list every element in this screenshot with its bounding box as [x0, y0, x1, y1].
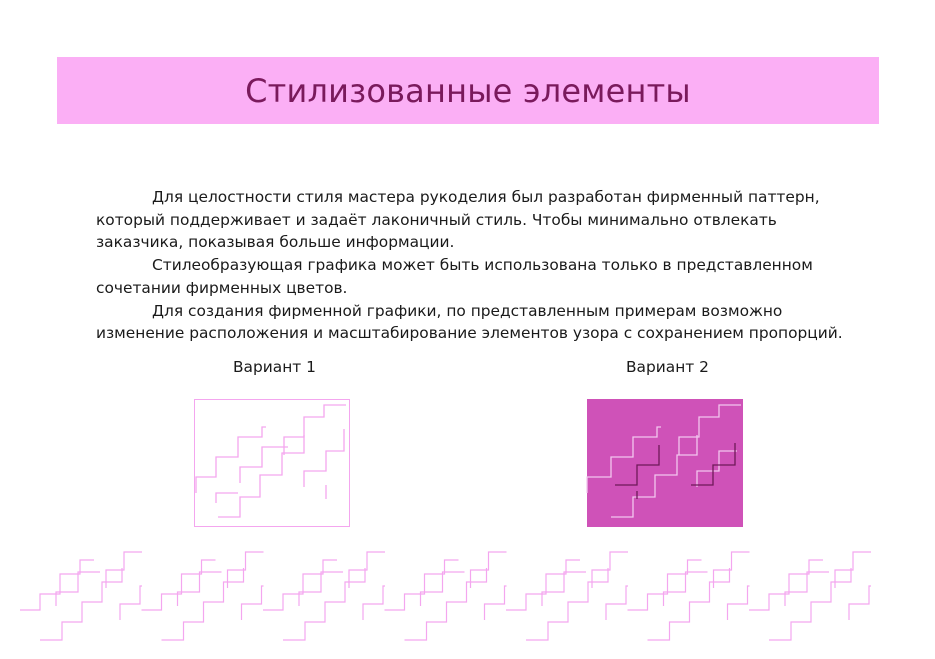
pattern-tile	[385, 552, 507, 640]
pattern-stroke	[769, 568, 851, 640]
pattern-stroke	[728, 586, 750, 620]
pattern-stroke	[162, 568, 244, 640]
pattern-stroke	[648, 568, 730, 640]
paragraph-1: Для целостности стиля мастера рукоделия был разработан фирменный паттерн, который поддерживает и задаёт лаконичный стиль. Чтобы минимально отвлекать заказчика, показывая больше информации.	[96, 188, 820, 252]
variant-2-caption: Вариант 2	[626, 358, 709, 376]
pattern-stroke	[606, 586, 628, 620]
pattern-stroke	[485, 586, 507, 620]
pattern-stroke	[283, 568, 365, 640]
pattern-tile	[263, 552, 385, 640]
pattern-tile	[20, 552, 142, 640]
decorative-pattern-strip	[20, 548, 882, 640]
body-text	[96, 186, 856, 345]
pattern-stroke	[542, 572, 586, 606]
variant-1-pattern	[194, 399, 350, 527]
pattern-stroke	[363, 586, 385, 620]
page-title: Стилизованные элементы	[245, 71, 691, 110]
pattern-stroke	[120, 586, 142, 620]
paragraph-2: Стилеобразующая графика может быть использована только в представленном сочетании фирменных цветов.	[96, 256, 813, 297]
variant-1-caption: Вариант 1	[233, 358, 316, 376]
pattern-stroke	[664, 572, 708, 606]
pattern-stroke	[242, 586, 264, 620]
variant-2-pattern	[587, 399, 743, 527]
pattern-tile	[749, 552, 871, 640]
pattern-stroke	[785, 572, 829, 606]
pattern-tile	[628, 552, 750, 640]
pattern-tile	[506, 552, 628, 640]
pattern-stroke	[405, 568, 487, 640]
pattern-stroke	[299, 572, 343, 606]
paragraph-3: Для создания фирменной графики, по представленным примерам возможно изменение расположения и масштабирование элементов узора с сохранением пропорций.	[96, 301, 843, 343]
variant-2-pattern-graphic	[587, 399, 743, 527]
pattern-stroke	[849, 586, 871, 620]
pattern-stroke	[421, 572, 465, 606]
decorative-pattern-strip-graphic	[20, 548, 882, 640]
pattern-stroke	[56, 572, 100, 606]
pattern-stroke	[178, 572, 222, 606]
pattern-stroke	[526, 568, 608, 640]
pattern-stroke	[40, 568, 122, 640]
variant-1-pattern-graphic	[194, 399, 350, 527]
pattern-tile	[142, 552, 264, 640]
title-band	[57, 57, 879, 124]
